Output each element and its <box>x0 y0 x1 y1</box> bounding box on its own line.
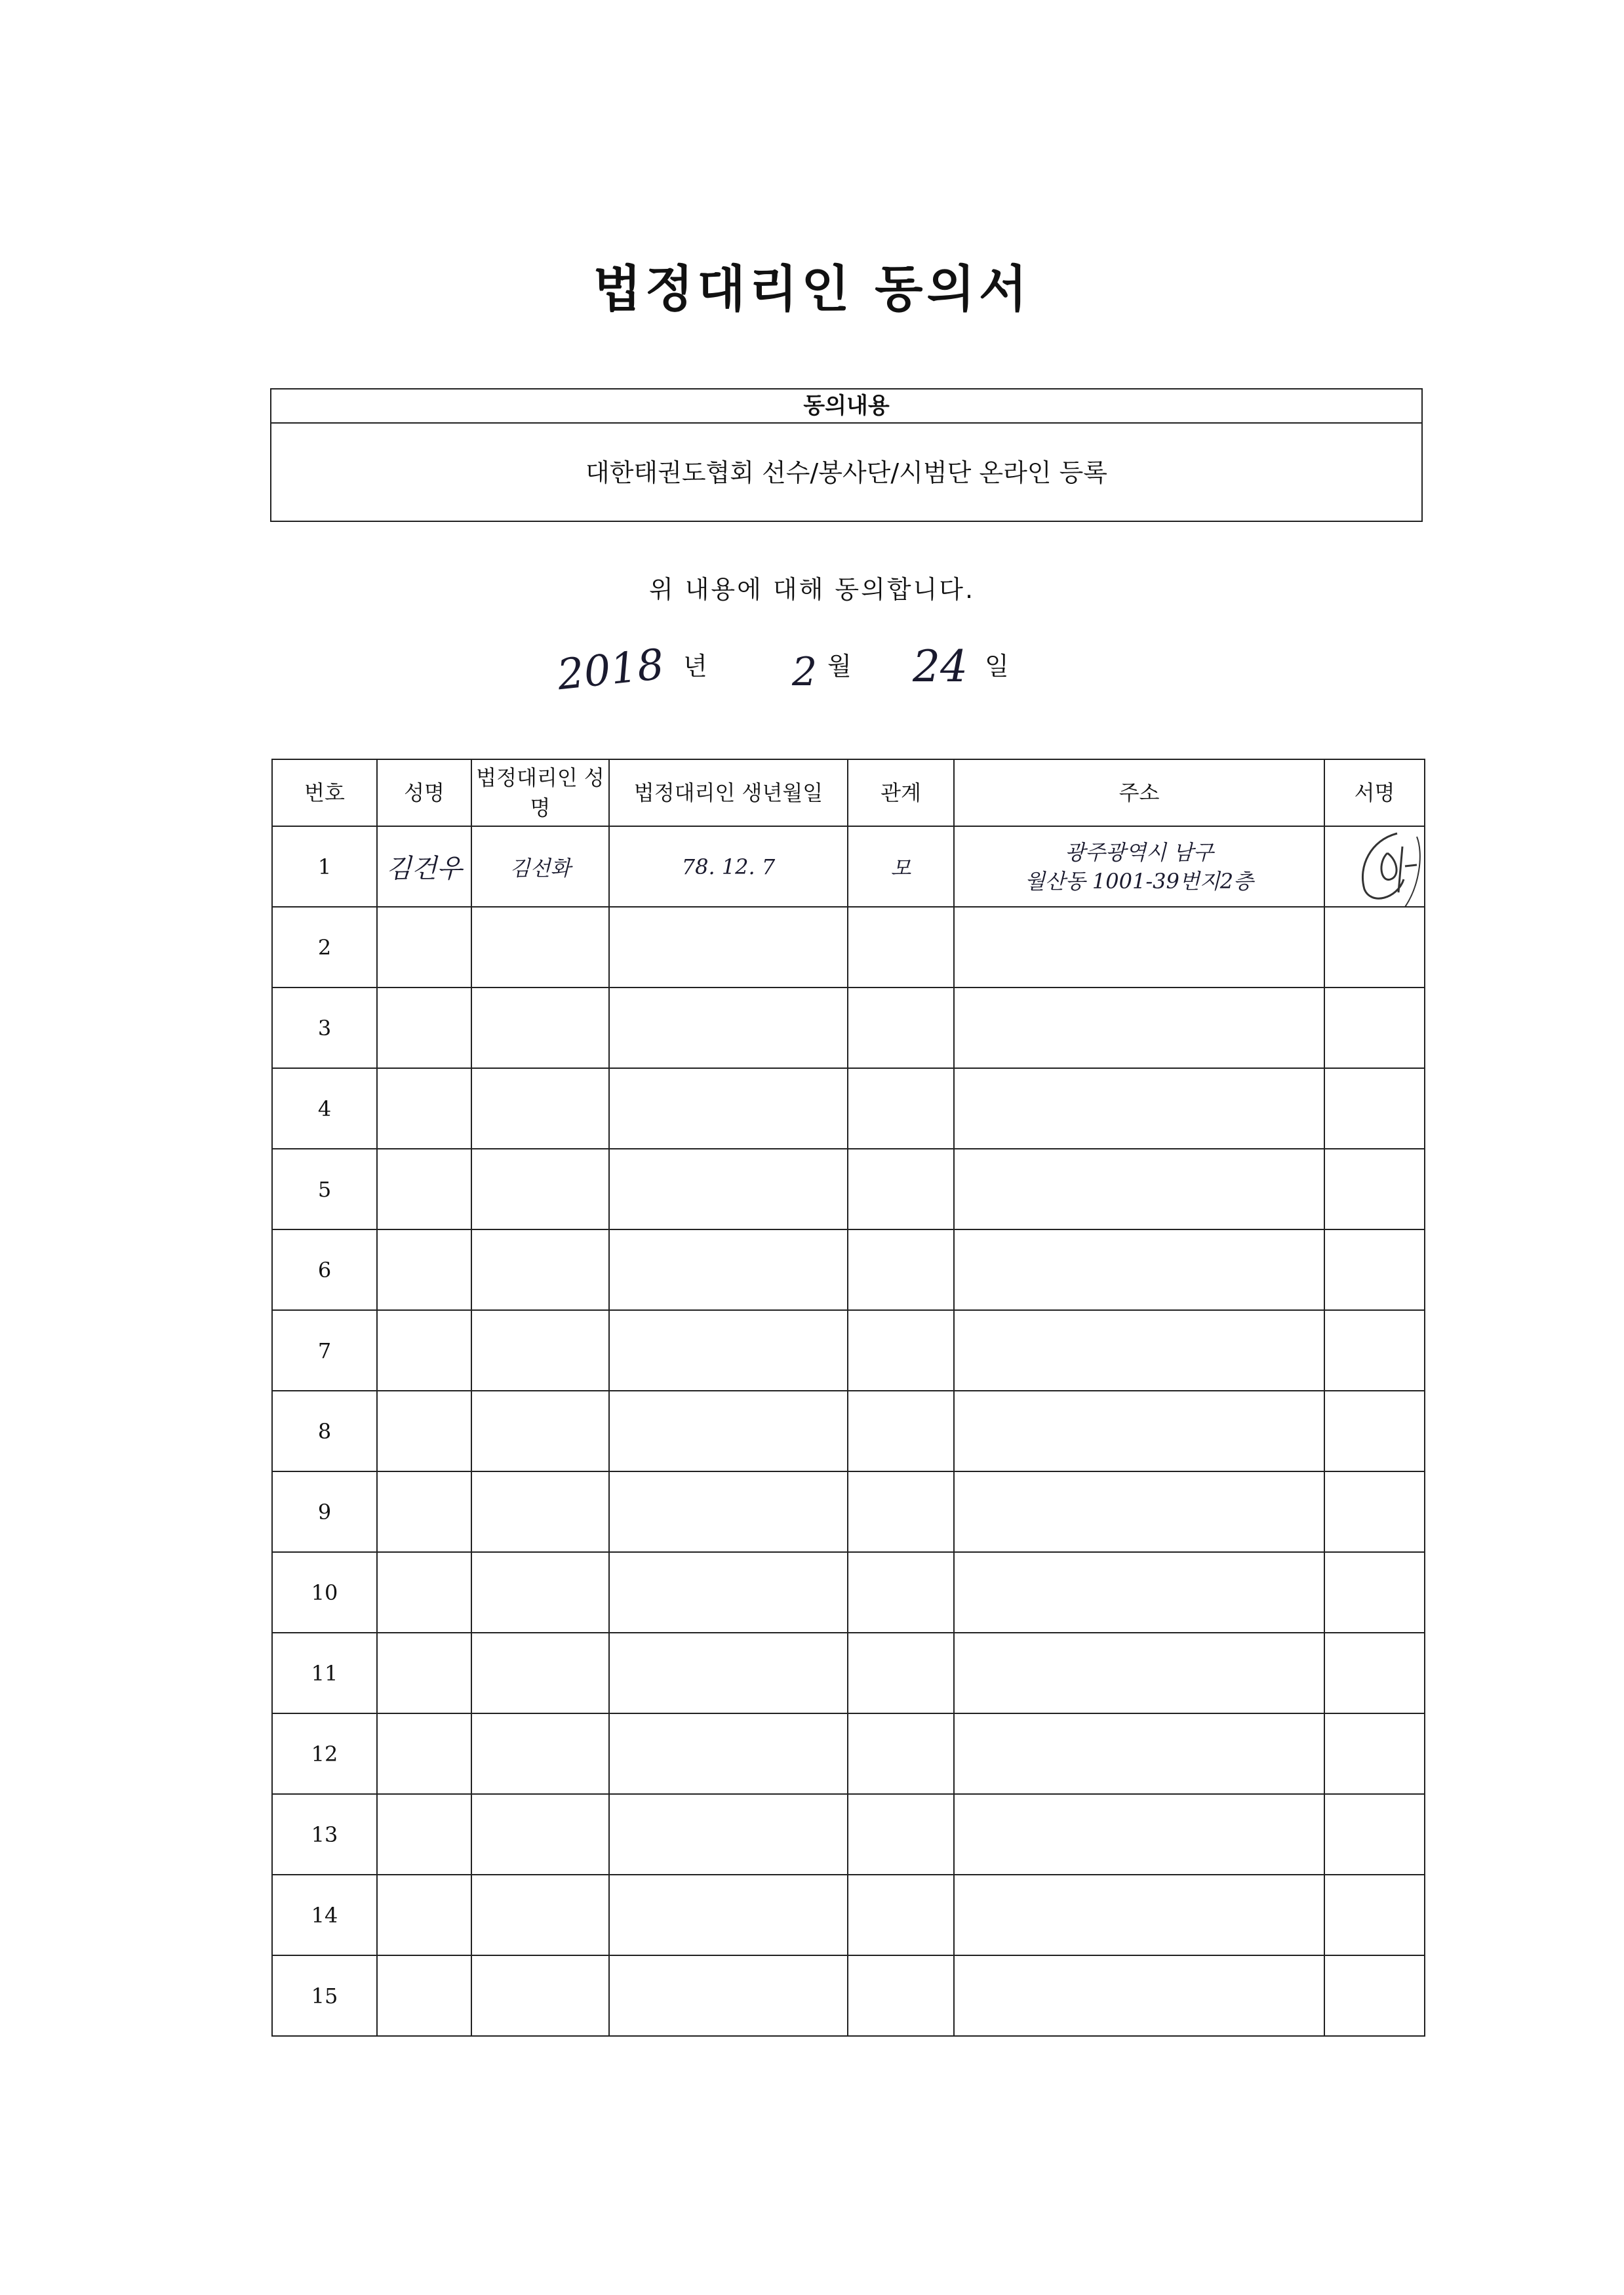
empty-cell <box>377 1633 471 1713</box>
empty-cell <box>609 1068 848 1149</box>
empty-cell <box>1324 907 1425 988</box>
empty-cell <box>848 1955 954 2036</box>
guardian-birth-handwritten: 78. 12. 7 <box>609 826 848 907</box>
empty-cell <box>848 1391 954 1471</box>
empty-cell <box>954 1713 1324 1794</box>
empty-cell <box>1324 1310 1425 1391</box>
empty-cell <box>848 1794 954 1875</box>
empty-cell <box>609 1149 848 1229</box>
empty-cell <box>954 1471 1324 1552</box>
empty-cell <box>954 1149 1324 1229</box>
empty-cell <box>848 1552 954 1633</box>
empty-cell <box>954 988 1324 1068</box>
empty-cell <box>1324 1713 1425 1794</box>
empty-cell <box>609 1875 848 1955</box>
empty-cell <box>1324 1229 1425 1310</box>
address-handwritten <box>954 826 1324 907</box>
table-row <box>272 1068 1425 1149</box>
empty-cell <box>1324 988 1425 1068</box>
table-header-row <box>272 759 1425 826</box>
row-number: 7 <box>272 1310 377 1391</box>
row-number: 6 <box>272 1229 377 1310</box>
row-number: 5 <box>272 1149 377 1229</box>
empty-cell <box>848 1633 954 1713</box>
header-name: 성명 <box>377 759 471 826</box>
header-address: 주소 <box>954 759 1324 826</box>
empty-cell <box>848 907 954 988</box>
row-number: 3 <box>272 988 377 1068</box>
empty-cell <box>954 1875 1324 1955</box>
table-row <box>272 1875 1425 1955</box>
empty-cell <box>848 1068 954 1149</box>
header-signature: 서명 <box>1324 759 1425 826</box>
empty-cell <box>954 1955 1324 2036</box>
address-line-2: 월산동 1001-39번지2층 <box>1025 868 1254 894</box>
empty-cell <box>471 1633 609 1713</box>
empty-cell <box>609 988 848 1068</box>
empty-cell <box>848 1471 954 1552</box>
empty-cell <box>1324 1794 1425 1875</box>
date-year-label: 년 <box>683 652 707 681</box>
empty-cell <box>471 1229 609 1310</box>
empty-cell <box>1324 1552 1425 1633</box>
empty-cell <box>609 907 848 988</box>
table-row <box>272 1471 1425 1552</box>
empty-cell <box>848 1713 954 1794</box>
table-row <box>272 826 1425 907</box>
empty-cell <box>609 1310 848 1391</box>
empty-cell <box>609 1471 848 1552</box>
row-number: 1 <box>272 826 377 907</box>
table-row <box>272 1391 1425 1471</box>
empty-cell <box>471 1471 609 1552</box>
empty-cell <box>954 1229 1324 1310</box>
table-row <box>272 1552 1425 1633</box>
relation-handwritten: 모 <box>848 826 954 907</box>
agree-statement: 위 내용에 대해 동의합니다. <box>648 575 976 604</box>
empty-cell <box>377 1875 471 1955</box>
empty-cell <box>471 1068 609 1149</box>
date-month-handwritten: 2 <box>792 649 818 695</box>
empty-cell <box>1324 1068 1425 1149</box>
empty-cell <box>377 1149 471 1229</box>
table-row <box>272 1713 1425 1794</box>
empty-cell <box>848 1229 954 1310</box>
empty-cell <box>1324 1471 1425 1552</box>
empty-cell <box>377 988 471 1068</box>
empty-cell <box>1324 1391 1425 1471</box>
empty-rows <box>272 907 1425 2036</box>
table-row <box>272 1633 1425 1713</box>
empty-cell <box>471 1955 609 2036</box>
consent-header: 동의내용 <box>271 389 1421 424</box>
empty-cell <box>377 1713 471 1794</box>
empty-cell <box>609 1229 848 1310</box>
empty-cell <box>377 1955 471 2036</box>
table-row <box>272 1149 1425 1229</box>
empty-cell <box>1324 1875 1425 1955</box>
empty-cell <box>848 1875 954 1955</box>
handwritten-signature <box>1325 827 1425 906</box>
empty-cell <box>471 988 609 1068</box>
empty-cell <box>954 1633 1324 1713</box>
header-guardian-name: 법정대리인 성명 <box>471 759 609 826</box>
empty-cell <box>471 907 609 988</box>
empty-cell <box>609 1391 848 1471</box>
table-row <box>272 1310 1425 1391</box>
empty-cell <box>954 1391 1324 1471</box>
empty-cell <box>377 1794 471 1875</box>
date-day-label: 일 <box>985 652 1009 681</box>
guardian-roster-table <box>271 759 1425 2037</box>
empty-cell <box>848 988 954 1068</box>
row-number: 12 <box>272 1713 377 1794</box>
date-year-handwritten: 2018 <box>555 640 667 700</box>
row-number: 14 <box>272 1875 377 1955</box>
empty-cell <box>609 1794 848 1875</box>
guardian-name-handwritten: 김선화 <box>471 826 609 907</box>
empty-cell <box>377 1229 471 1310</box>
empty-cell <box>471 1713 609 1794</box>
empty-cell <box>471 1794 609 1875</box>
empty-cell <box>609 1713 848 1794</box>
table-row <box>272 1955 1425 2036</box>
header-no: 번호 <box>272 759 377 826</box>
table-row <box>272 1794 1425 1875</box>
empty-cell <box>954 907 1324 988</box>
consent-box <box>270 388 1423 522</box>
empty-cell <box>609 1955 848 2036</box>
date-day-handwritten: 24 <box>913 641 968 692</box>
row-number: 4 <box>272 1068 377 1149</box>
row-number: 13 <box>272 1794 377 1875</box>
empty-cell <box>954 1310 1324 1391</box>
empty-cell <box>377 1471 471 1552</box>
student-name-handwritten: 김건우 <box>377 826 471 907</box>
empty-cell <box>377 1391 471 1471</box>
empty-cell <box>377 1068 471 1149</box>
empty-cell <box>848 1310 954 1391</box>
row-number: 8 <box>272 1391 377 1471</box>
empty-cell <box>954 1068 1324 1149</box>
empty-cell <box>609 1633 848 1713</box>
table-row <box>272 1229 1425 1310</box>
empty-cell <box>471 1875 609 1955</box>
document-title: 법정대리인 동의서 <box>593 260 1031 318</box>
empty-cell <box>471 1391 609 1471</box>
empty-cell <box>1324 1633 1425 1713</box>
table-row <box>272 907 1425 988</box>
table-row <box>272 988 1425 1068</box>
empty-cell <box>471 1552 609 1633</box>
empty-cell <box>1324 1149 1425 1229</box>
empty-cell <box>471 1149 609 1229</box>
row-number: 2 <box>272 907 377 988</box>
empty-cell <box>377 1310 471 1391</box>
header-guardian-birth: 법정대리인 생년월일 <box>609 759 848 826</box>
signature-cell <box>1324 826 1425 907</box>
empty-cell <box>848 1149 954 1229</box>
empty-cell <box>609 1552 848 1633</box>
row-number: 9 <box>272 1471 377 1552</box>
empty-cell <box>471 1310 609 1391</box>
row-number: 10 <box>272 1552 377 1633</box>
empty-cell <box>377 907 471 988</box>
empty-cell <box>1324 1955 1425 2036</box>
date-month-label: 월 <box>827 652 852 681</box>
empty-cell <box>954 1794 1324 1875</box>
empty-cell <box>377 1552 471 1633</box>
row-number: 11 <box>272 1633 377 1713</box>
header-relation: 관계 <box>848 759 954 826</box>
empty-cell <box>954 1552 1324 1633</box>
address-line-1: 광주광역시 남구 <box>1065 839 1214 865</box>
row-number: 15 <box>272 1955 377 2036</box>
consent-content: 대한태권도협회 선수/봉사단/시범단 온라인 등록 <box>585 458 1107 487</box>
